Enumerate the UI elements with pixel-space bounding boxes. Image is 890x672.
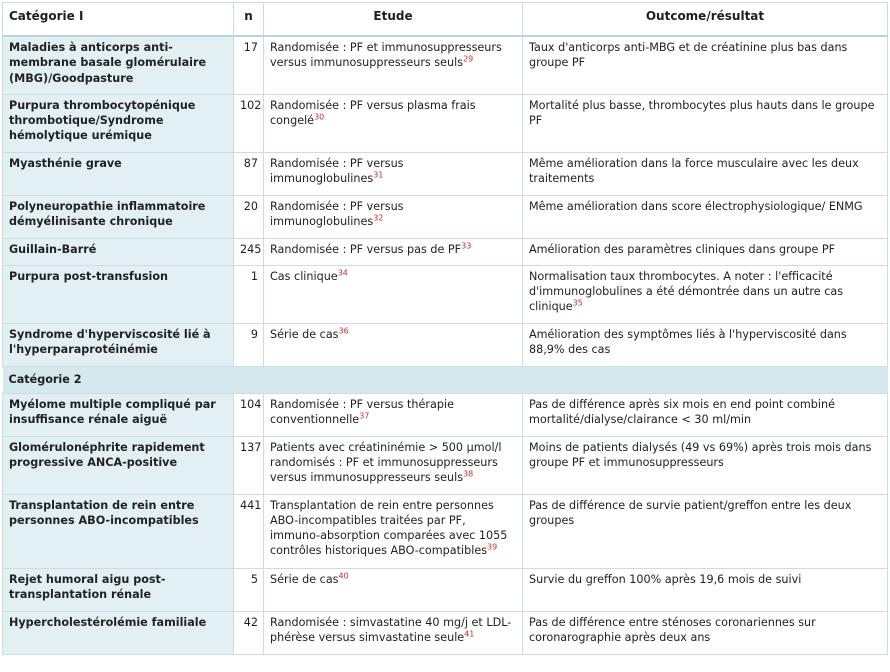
n-cell-text: 102 [240, 98, 262, 112]
study-cell-text: Série de cas [270, 572, 339, 586]
n-cell [234, 94, 264, 152]
reference-number: 29 [463, 54, 474, 64]
study-cell-text: Randomisée : PF versus thérapie conventionnelle [270, 397, 454, 426]
study-cell [264, 265, 523, 323]
disease-cell [3, 436, 234, 494]
disease-cell-text: Rejet humoral aigu post-transplantation rénale [9, 572, 166, 601]
n-cell-text: 42 [243, 615, 258, 629]
disease-cell-text: Maladies à anticorps anti-membrane basale glomérulaire (MBG)/Goodpasture [9, 41, 207, 85]
n-cell-text: 441 [240, 498, 262, 512]
reference-number: 31 [373, 170, 384, 180]
study-cell-text: Transplantation de rein entre personnes ABO-incompatibles traitées par PF, immuno-absorption comparées avec 1055 contrôles historiques ABO-compatibles [270, 498, 508, 558]
reference-number: 30 [314, 112, 325, 122]
outcome-cell [523, 94, 888, 152]
outcome-cell-text: Mortalité plus basse, thrombocytes plus hauts dans le groupe PF [529, 98, 875, 127]
reference-number: 37 [359, 411, 370, 421]
disease-cell-text: Guillain-Barré [9, 242, 97, 256]
reference-number: 35 [572, 298, 583, 308]
reference-number: 41 [464, 629, 475, 639]
n-cell-text: 137 [240, 440, 262, 454]
table-row [3, 36, 888, 94]
disease-cell [3, 568, 234, 611]
n-cell-text: 20 [243, 199, 258, 213]
outcome-cell [523, 611, 888, 654]
outcome-cell [523, 323, 888, 366]
n-cell [234, 238, 264, 265]
n-cell-text: 104 [240, 397, 262, 411]
n-cell-text: 17 [243, 41, 258, 54]
outcome-cell-text: Survie du greffon 100% après 19,6 mois de suivi [529, 572, 802, 586]
n-cell [234, 568, 264, 611]
n-cell [234, 36, 264, 94]
study-cell [264, 152, 523, 195]
header-study: Etude [264, 3, 523, 37]
outcome-cell-text: Normalisation taux thrombocytes. A noter : l'efficacité d'immunoglobulines a été démontrée dans un autre cas clinique [529, 269, 844, 314]
disease-cell-text: Hypercholestérolémie familiale [9, 615, 207, 629]
study-cell-text: Randomisée : PF versus pas de PF [270, 242, 462, 256]
study-cell [264, 494, 523, 568]
study-cell [264, 238, 523, 265]
category-2-label: Catégorie 2 [3, 366, 888, 393]
disease-cell-text: Polyneuropathie inflammatoire démyélinisante chronique [9, 199, 206, 228]
disease-cell [3, 238, 234, 265]
disease-cell [3, 611, 234, 654]
disease-cell [3, 36, 234, 94]
header-n: n [234, 3, 264, 37]
plasmapheresis-indications-table [2, 2, 888, 655]
category-2-row [3, 366, 888, 393]
outcome-cell [523, 494, 888, 568]
table-row [3, 238, 888, 265]
outcome-cell-text: Pas de différence de survie patient/greffon entre les deux groupes [529, 498, 852, 527]
outcome-cell [523, 36, 888, 94]
outcome-cell [523, 436, 888, 494]
table-row [3, 152, 888, 195]
study-cell-text: Randomisée : PF versus immunoglobulines [270, 199, 404, 228]
reference-number: 38 [463, 469, 474, 479]
study-cell-text: Randomisée : PF versus plasma frais congelé [270, 98, 476, 127]
study-cell [264, 611, 523, 654]
reference-number: 34 [337, 267, 348, 277]
study-cell-text: Randomisée : PF et immunosuppresseurs versus immunosuppresseurs seuls [270, 41, 502, 70]
disease-cell [3, 393, 234, 436]
reference-number: 40 [338, 570, 349, 580]
disease-cell [3, 265, 234, 323]
disease-cell-text: Purpura post-transfusion [9, 269, 168, 283]
table-row [3, 195, 888, 238]
disease-cell-text: Transplantation de rein entre personnes ABO-incompatibles [9, 498, 199, 527]
disease-cell-text: Purpura thrombocytopénique thrombotique/Syndrome hémolytique urémique [9, 98, 196, 143]
study-cell-text: Série de cas [270, 327, 339, 341]
disease-cell [3, 152, 234, 195]
outcome-cell-text: Pas de différence entre sténoses coronariennes sur coronarographie après deux ans [529, 615, 816, 644]
n-cell [234, 393, 264, 436]
study-cell-text: Randomisée : simvastatine 40 mg/j et LDL-phérèse versus simvastatine seule [270, 615, 512, 644]
outcome-cell-text: Amélioration des symptômes liés à l'hyperviscosité dans 88,9% des cas [529, 327, 847, 356]
outcome-cell [523, 195, 888, 238]
outcome-cell-text: Pas de différence après six mois en end point combiné mortalité/dialyse/clairance < 30 ml/min [529, 397, 835, 426]
table-row [3, 436, 888, 494]
outcome-cell-text: Même amélioration dans score électrophysiologique/ ENMG [529, 199, 863, 213]
study-cell-text: Cas clinique [270, 269, 338, 283]
n-cell [234, 494, 264, 568]
n-cell [234, 436, 264, 494]
disease-cell [3, 94, 234, 152]
outcome-cell-text: Taux d'anticorps anti-MBG et de créatinine plus bas dans groupe PF [529, 41, 848, 70]
n-cell [234, 195, 264, 238]
study-cell-text: Randomisée : PF versus immunoglobulines [270, 156, 404, 185]
outcome-cell [523, 265, 888, 323]
study-cell [264, 36, 523, 94]
n-cell [234, 265, 264, 323]
table-row [3, 611, 888, 654]
n-cell-text: 1 [250, 269, 258, 283]
table-row [3, 94, 888, 152]
outcome-cell [523, 568, 888, 611]
study-cell-text: Patients avec créatininémie > 500 μmol/l randomisés : PF et immunosuppresseurs versus immunosuppresseurs seuls [270, 440, 502, 485]
reference-number: 39 [487, 542, 498, 552]
disease-cell [3, 323, 234, 366]
disease-cell [3, 494, 234, 568]
study-cell [264, 323, 523, 366]
study-cell [264, 393, 523, 436]
table-row [3, 494, 888, 568]
n-cell-text: 5 [250, 572, 258, 586]
table-row [3, 323, 888, 366]
study-cell [264, 94, 523, 152]
table-row [3, 568, 888, 611]
outcome-cell-text: Amélioration des paramètres cliniques dans groupe PF [529, 242, 836, 256]
n-cell-text: 9 [250, 327, 258, 341]
reference-number: 33 [461, 240, 472, 250]
study-cell [264, 195, 523, 238]
n-cell-text: 245 [240, 242, 262, 256]
outcome-cell-text: Moins de patients dialysés (49 vs 69%) après trois mois dans groupe PF et immunosuppresseurs [529, 440, 872, 469]
disease-cell-text: Myélome multiple compliqué par insuffisance rénale aiguë [9, 397, 216, 426]
n-cell-text: 87 [243, 156, 258, 170]
study-cell [264, 568, 523, 611]
n-cell [234, 611, 264, 654]
header-category: Catégorie I [3, 3, 234, 37]
n-cell [234, 152, 264, 195]
n-cell [234, 323, 264, 366]
reference-number: 36 [338, 325, 349, 335]
outcome-cell [523, 393, 888, 436]
outcome-cell-text: Même amélioration dans la force musculaire avec les deux traitements [529, 156, 859, 185]
table-header-row [3, 3, 888, 37]
table-row [3, 393, 888, 436]
table-body [3, 36, 888, 654]
outcome-cell [523, 238, 888, 265]
disease-cell-text: Syndrome d'hyperviscosité lié à l'hyperparaprotéinémie [9, 327, 211, 356]
reference-number: 32 [373, 213, 384, 223]
study-cell [264, 436, 523, 494]
outcome-cell [523, 152, 888, 195]
disease-cell [3, 195, 234, 238]
disease-cell-text: Myasthénie grave [9, 156, 122, 170]
header-outcome: Outcome/résultat [523, 3, 888, 37]
disease-cell-text: Glomérulonéphrite rapidement progressive ANCA-positive [9, 440, 205, 469]
table-row [3, 265, 888, 323]
